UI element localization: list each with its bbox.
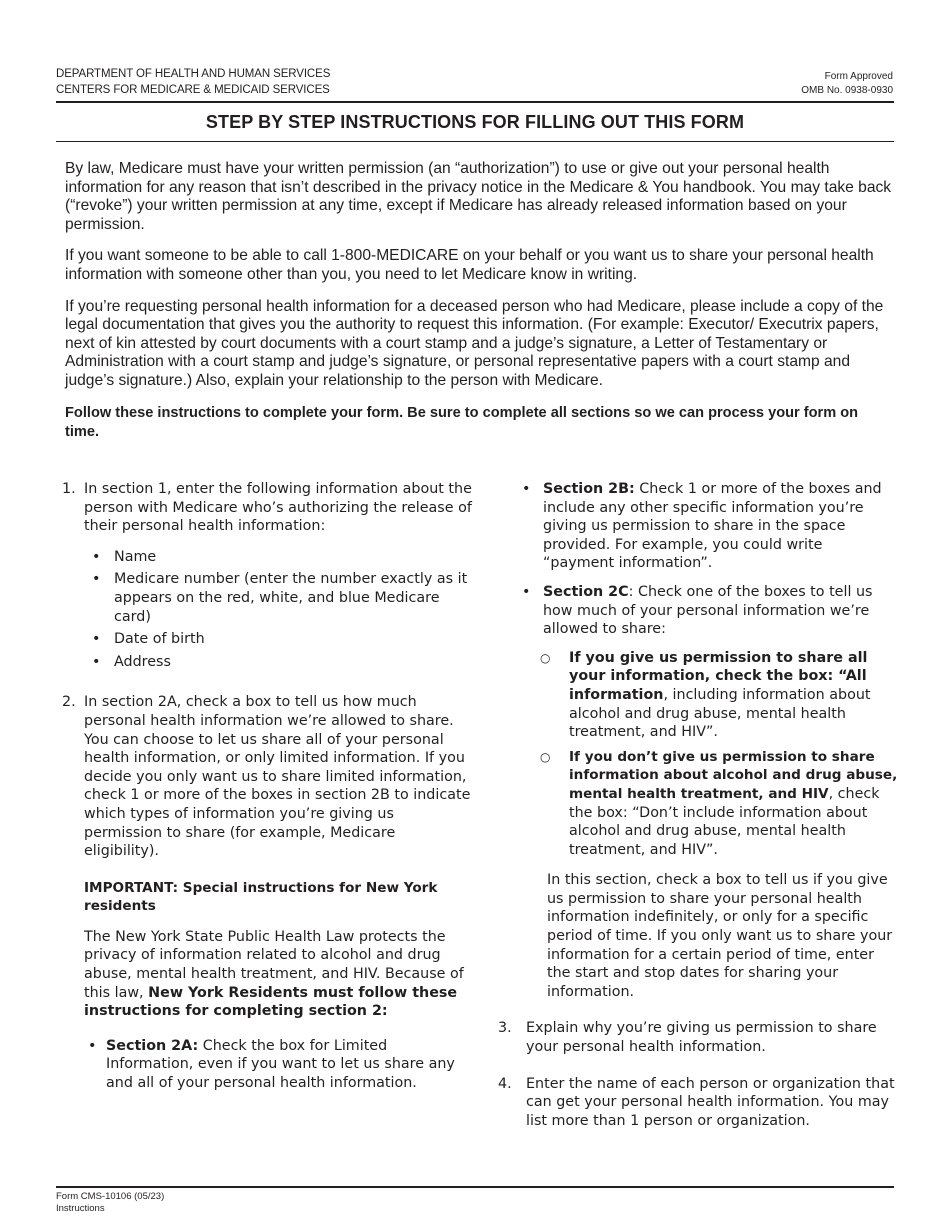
list-item: • Section 2A: Check the box for Limited Information, even if you want to let us share any and all of your personal health information. [88, 1037, 455, 1092]
step-1-text: In section 1, enter the following information about the person with Medicare who’s authorizing the release of their personal health information: [84, 481, 472, 535]
step-number: 3. [498, 1020, 512, 1037]
intro-deceased-paragraph: If you’re requesting personal health information for a deceased person who had Medicare, please include a copy of the legal documentation that gives you the authority to request this information. (For example: Executor/ Executrix papers, next of kin attested by court documents with a court stamp and a judge’s signature, a Letter of Testamentary or Administration with a court stamp and judge’s signature, or personal representative papers with a court stamp and judge’s signature.) Also, explain your relationship to the person with Medicare. [65, 297, 884, 389]
step-3-text: Explain why you’re giving us permission to share your personal health information. [526, 1020, 877, 1056]
footer-rule [56, 1186, 894, 1188]
bullet-icon: • [88, 1037, 97, 1054]
circle-bullet-icon: ○ [540, 749, 551, 764]
intro-follow-instructions: Follow these instructions to complete your form. Be sure to complete all sections so we can process your form on time. [65, 404, 859, 440]
title-rule [56, 141, 894, 142]
header-rule [56, 101, 894, 103]
form-id: Form CMS-10106 (05/23) [56, 1191, 165, 1202]
time-period-paragraph: In this section, check a box to tell us if you give us permission to share your personal health information indefinitely, or only for a specific period of time. If you only want us to share your information for a certain period of time, enter the start and stop dates for sharing your information. [547, 872, 893, 1000]
intro-section [65, 160, 895, 455]
right-column [498, 480, 898, 1148]
all-information-option: ○ If you give us permission to share all your information, check the box: “All information, including information about alcohol and drug abuse, mental health treatment, and HIV”. [540, 649, 871, 741]
step-1 [62, 480, 472, 671]
bullet-icon: • [92, 631, 101, 648]
step-number: 4. [498, 1075, 512, 1092]
list-item: • Address [92, 653, 171, 670]
ny-must-follow: New York Residents must follow these instructions for completing section 2: [84, 984, 458, 1020]
list-item: • Name [92, 548, 157, 565]
agency-line-hhs: DEPARTMENT OF HEALTH AND HUMAN SERVICES [56, 68, 331, 80]
intro-1800-paragraph: If you want someone to be able to call 1-800-MEDICARE on your behalf or you want us to share your personal health information with someone other than you, you need to let Medicare know in writing. [65, 247, 874, 283]
section-2c-bullet: • Section 2C: Check one of the boxes to tell us how much of your personal information we’re allowed to share: [522, 583, 873, 638]
footer [56, 1191, 164, 1214]
bullet-icon: • [92, 571, 101, 588]
step-number: 2. [62, 694, 76, 711]
form-approved-label: Form Approved [824, 71, 893, 82]
agency-line-cms: CENTERS FOR MEDICARE & MEDICAID SERVICES [56, 83, 330, 96]
intro-authorization-paragraph: By law, Medicare must have your written permission (an “authorization”) to use or give out your personal health information for any reason that isn’t described in the privacy notice in the Medicare & You handbook. You may take back (“revoke”) your written permission at any time, except if Medicare has already released information based on your permission. [65, 160, 892, 233]
agency-header [56, 67, 330, 98]
list-item: • Date of birth [92, 631, 205, 648]
dont-include-option: ○ If you don’t give us permission to share information about alcohol and drug abuse, mental health treatment, and HIV, check the box: “Don’t include information about alcohol and drug abuse, mental health treatment, and HIV”. [540, 748, 898, 858]
step-2 [62, 693, 472, 1092]
bullet-icon: • [522, 583, 531, 600]
section-2b-bullet: • Section 2B: Check 1 or more of the boxes and include any other specific information you’re giving us permission to share in the space provided. For example, you could write “payment information”. [522, 481, 882, 572]
bullet-icon: • [92, 548, 101, 565]
ny-law-paragraph: The New York State Public Health Law protects the privacy of information related to alcohol and drug abuse, mental health treatment, and HIV. Because of this law, New York Residents must follow these instructions for completing section 2: [84, 928, 464, 1020]
step-4-text: Enter the name of each person or organization that can get your personal health information. You may list more than 1 person or organization. [526, 1075, 895, 1129]
step-number: 1. [62, 481, 76, 497]
bullet-icon: • [522, 481, 531, 497]
step-2-text: In section 2A, check a box to tell us how much personal health information we’re allowed to share. You can choose to let us share all of your personal health information, or only limited information. If you decide you only want us to share limited information, check 1 or more of the boxes in section 2B to indicate which types of information you’re giving us permission to share (for example, Medicare eligibility). [84, 694, 471, 860]
ny-important-heading: IMPORTANT: Special instructions for New York residents [84, 879, 438, 915]
left-column [62, 480, 472, 1109]
list-item: • Medicare number (enter the number exactly as it appears on the red, white, and blue Medicare card) [92, 571, 468, 625]
approval-header [801, 70, 893, 98]
circle-bullet-icon: ○ [540, 650, 551, 665]
omb-number: OMB No. 0938-0930 [801, 85, 893, 96]
footer-label: Instructions [56, 1202, 105, 1214]
step-3 [498, 1019, 898, 1056]
step-1-bullet-list [84, 548, 472, 672]
ny-section-2a-list [84, 1037, 472, 1093]
page-title: STEP BY STEP INSTRUCTIONS FOR FILLING OUT THIS FORM [205, 112, 745, 132]
bullet-icon: • [92, 653, 101, 670]
step-4 [498, 1075, 898, 1131]
